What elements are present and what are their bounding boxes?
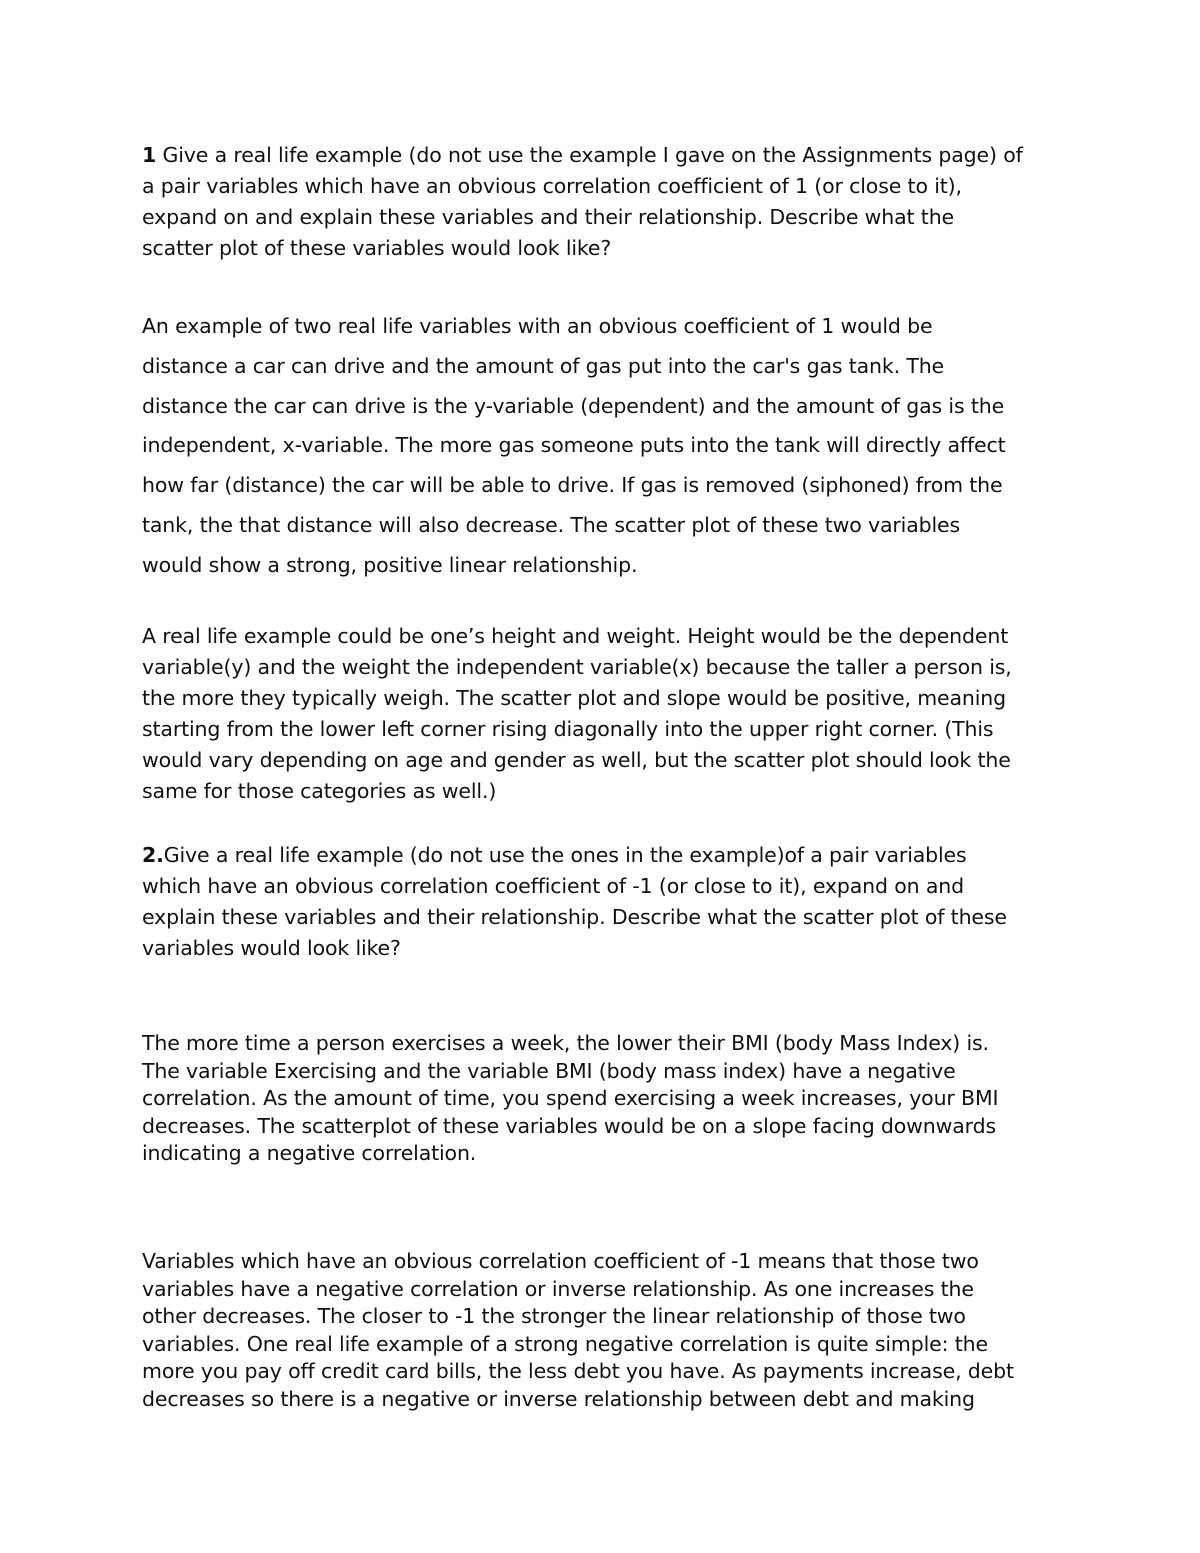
question-2 (142, 840, 1072, 964)
answer-line: indicating a negative correlation. (142, 1141, 477, 1166)
question-1-line-text: Give a real life example (do not use the example I gave on the Assignments page) of (156, 143, 1023, 167)
question-2-line: which have an obvious correlation coefficient of -1 (or close to it), expand on and (142, 874, 964, 898)
answer-1-paragraph-2 (142, 621, 1072, 807)
question-1-line (142, 140, 1072, 171)
question-2-line-text: Give a real life example (do not use the ones in the example)of a pair variables (163, 843, 967, 867)
answer-1-paragraph-1 (142, 307, 1072, 586)
answer-line: more you pay off credit card bills, the less debt you have. As payments increase, debt (142, 1359, 1014, 1384)
answer-line: independent, x-variable. The more gas someone puts into the tank will directly affect (142, 433, 1006, 458)
answer-line: would show a strong, positive linear relationship. (142, 552, 638, 577)
answer-line: decreases so there is a negative or inverse relationship between debt and making (142, 1386, 975, 1411)
answer-line: same for those categories as well.) (142, 779, 497, 803)
answer-line: the more they typically weigh. The scatter plot and slope would be positive, meaning (142, 686, 1007, 710)
answer-line: how far (distance) the car will be able to drive. If gas is removed (siphoned) from the (142, 473, 1003, 498)
answer-line: The more time a person exercises a week, the lower their BMI (body Mass Index) is. (142, 1031, 989, 1055)
answer-line: Variables which have an obvious correlation coefficient of -1 means that those two (142, 1249, 979, 1273)
question-1-line: expand on and explain these variables and their relationship. Describe what the (142, 205, 955, 229)
answer-line: distance a car can drive and the amount of gas put into the car's gas tank. The (142, 353, 945, 378)
question-1-line: scatter plot of these variables would look like? (142, 236, 612, 260)
answer-line: correlation. As the amount of time, you spend exercising a week increases, your BMI (142, 1086, 999, 1111)
question-1 (142, 140, 1072, 264)
answer-2-paragraph-2 (142, 1248, 1072, 1414)
question-1-number: 1 (142, 143, 157, 167)
answer-line: variable(y) and the weight the independent variable(x) because the taller a person is, (142, 655, 1012, 679)
answer-line: other decreases. The closer to -1 the stronger the linear relationship of those two (142, 1304, 966, 1329)
answer-line: The variable Exercising and the variable BMI (body mass index) have a negative (142, 1058, 956, 1083)
answer-line: starting from the lower left corner rising diagonally into the upper right corner. (This (142, 717, 994, 741)
question-2-line (142, 840, 1072, 871)
answer-line: A real life example could be one’s height and weight. Height would be the dependent (142, 624, 1009, 648)
question-2-line: variables would look like? (142, 936, 401, 960)
question-2-line: explain these variables and their relationship. Describe what the scatter plot of these (142, 905, 1007, 929)
question-2-number: 2. (142, 843, 164, 867)
answer-line: decreases. The scatterplot of these variables would be on a slope facing downwards (142, 1113, 996, 1138)
answer-line: variables. One real life example of a strong negative correlation is quite simple: the (142, 1331, 988, 1356)
answer-line: tank, the that distance will also decrease. The scatter plot of these two variables (142, 512, 961, 537)
answer-line: distance the car can drive is the y-variable (dependent) and the amount of gas is the (142, 393, 1005, 418)
answer-2-paragraph-1 (142, 1030, 1072, 1168)
question-1-line: a pair variables which have an obvious correlation coefficient of 1 (or close to it), (142, 174, 962, 198)
answer-line: An example of two real life variables with an obvious coefficient of 1 would be (142, 314, 933, 338)
answer-line: variables have a negative correlation or inverse relationship. As one increases the (142, 1276, 974, 1301)
answer-line: would vary depending on age and gender as well, but the scatter plot should look the (142, 748, 1011, 772)
